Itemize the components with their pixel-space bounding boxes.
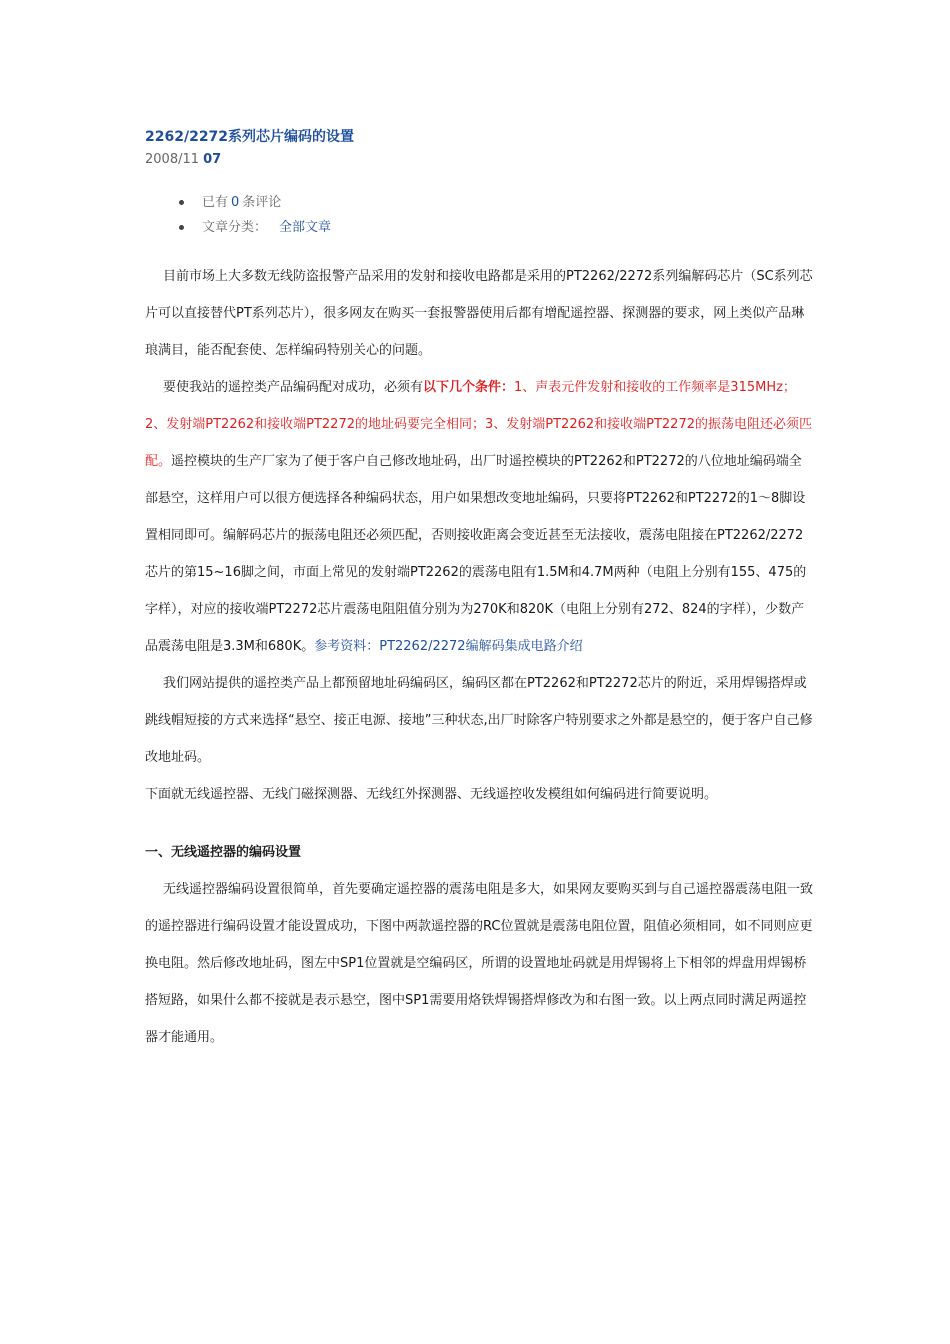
article-title[interactable]: 2262/2272系列芯片编码的设置 [145,129,355,145]
paragraph-encoding-area: 我们网站提供的遥控类产品上都预留地址码编码区，编码区都在PT2262和PT2272芯片的附近，采用焊锡搭焊或跳线帽短接的方式来选择“悬空、接正电源、接地”三种状态,出厂时除客户特别要求之外都是悬空的，便于客户自己修改地址码。 [145,676,813,765]
conditions-heading: 以下几个条件： [423,380,515,395]
category-item [179,215,813,240]
reference-link[interactable]: 参考资料：PT2262/2272编解码集成电路介绍 [314,639,583,654]
category-label: 文章分类： [202,220,268,235]
section-heading-remote: 一、无线遥控器的编码设置 [145,845,302,860]
paragraph-overview: 下面就无线遥控器、无线门磁探测器、无线红外探测器、无线遥控收发模组如何编码进行简要说明。 [145,787,718,802]
article-date [145,150,813,170]
comments-prefix: 已有 [202,195,229,210]
article-meta [145,190,813,240]
comment-count-item [179,190,813,215]
date-day: 07 [203,152,222,167]
conditions-detail: 遥控模块的生产厂家为了便于客户自己修改地址码，出厂时遥控模块的PT2262和PT2272的八位地址编码端全部悬空，这样用户可以很方便选择各种编码状态，用户如果想改变地址编码，只要将PT2262和PT2272的1～8脚设置相同即可。编解码芯片的振荡电阻还必须匹配，否则接收距离会变近甚至无法接收，震荡电阻接在PT2262/2272芯片的第15~16脚之间，市面上常见的发射端PT2262的震荡电阻有1.5M和4.7M两种（电阻上分别有155、475的字样），对应的接收端PT2272芯片震荡电阻阻值分别为为270K和820K（电阻上分别有272、824的字样），少数产品震荡电阻是3.3M和680K。 [145,454,807,654]
conditions-lead: 要使我站的遥控类产品编码配对成功，必须有 [163,380,424,395]
date-prefix: 2008/11 [145,152,204,167]
category-link[interactable]: 全部文章 [279,220,332,235]
paragraph-intro: 目前市场上大多数无线防盗报警产品采用的发射和接收电路都是采用的PT2262/2272系列编解码芯片（SC系列芯片可以直接替代PT系列芯片），很多网友在购买一套报警器使用后都有增配遥控器、探测器的要求，网上类似产品琳琅满目，能否配套使、怎样编码特别关心的问题。 [145,269,813,358]
comments-suffix: 条评论 [242,195,282,210]
paragraph-remote-setup: 无线遥控器编码设置很简单，首先要确定遥控器的震荡电阻是多大，如果网友要购买到与自己遥控器震荡电阻一致的遥控器进行编码设置才能设置成功，下图中两款遥控器的RC位置就是震荡电阻位置，阻值必须相同，如不同则应更换电阻。然后修改地址码，图左中SP1位置就是空编码区，所谓的设置地址码就是用焊锡将上下相邻的焊盘用焊锡桥搭短路，如果什么都不接就是表示悬空，图中SP1需要用烙铁焊锡搭焊修改为和右图一致。以上两点同时满足两遥控器才能通用。 [145,882,814,1045]
conditions-list: 1、声表元件发射和接收的工作频率是315MHz；2、发射端PT2262和接收端PT2272的地址码要完全相同；3、发射端PT2262和接收端PT2272的振荡电阻还必须匹配。 [145,380,812,469]
paragraph-conditions [145,369,813,665]
article-body [145,258,813,1056]
article [145,126,813,1056]
comments-count-link[interactable]: 0 [231,195,240,210]
